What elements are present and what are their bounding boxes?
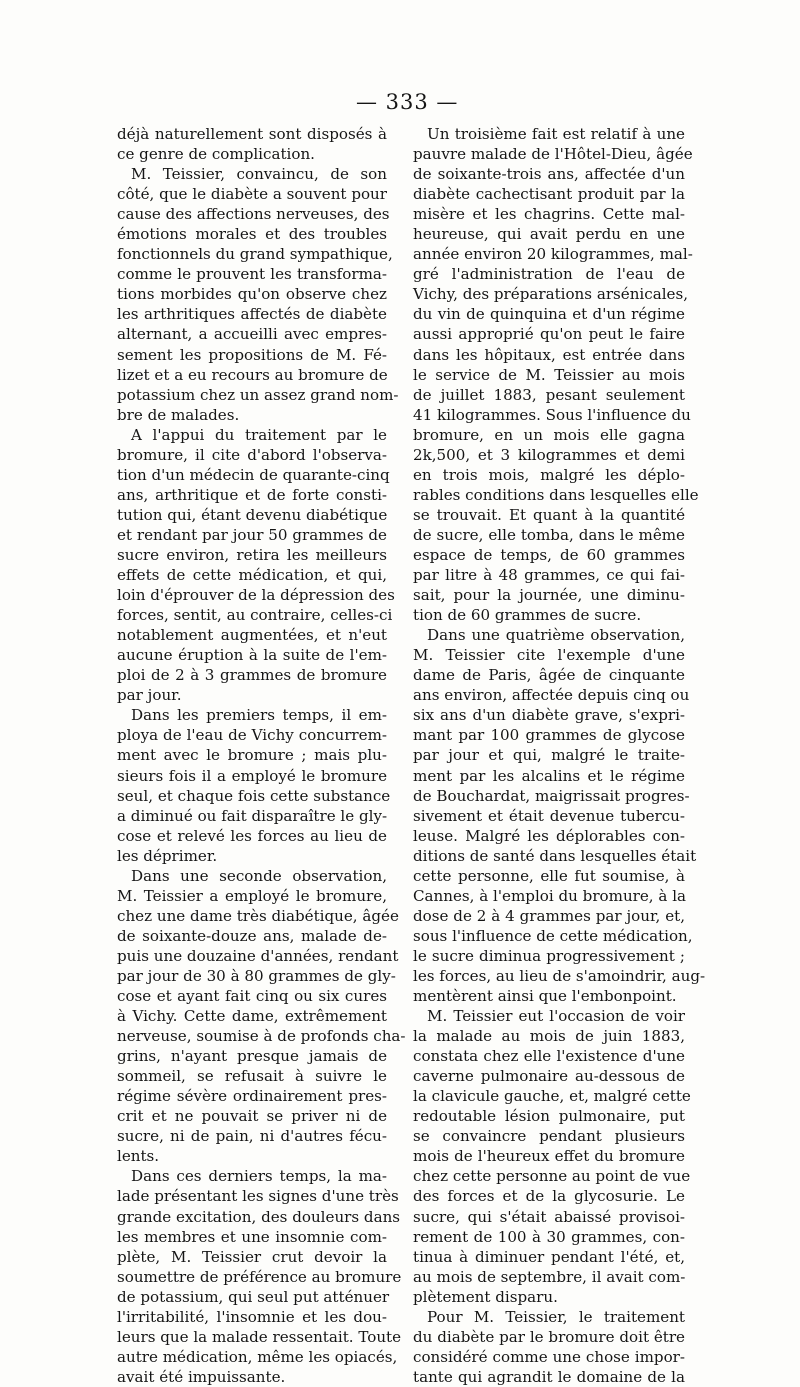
text-line: de soixante-trois ans, affectée d'un	[413, 165, 685, 184]
text-line: potassium chez un assez grand nom-	[117, 385, 399, 404]
text-line: mentèrent ainsi que l'embonpoint.	[413, 987, 677, 1006]
text-line: ce genre de complication.	[117, 145, 315, 164]
text-line: ditions de santé dans lesquelles était	[413, 846, 697, 865]
text-line: Dans une seconde observation,	[131, 866, 387, 885]
text-line: sous l'influence de cette médication,	[413, 926, 693, 945]
text-line: sucre, ni de pain, ni d'autres fécu-	[117, 1127, 387, 1146]
text-line: les membres et une insomnie com-	[117, 1227, 387, 1246]
text-line: loin d'éprouver de la dépression des	[117, 586, 395, 605]
text-line: crit et ne pouvait se priver ni de	[117, 1107, 387, 1126]
text-line: cose et relevé les forces au lieu de	[117, 826, 387, 845]
text-line: de juillet 1883, pesant seulement	[413, 385, 685, 404]
text-line: gré l'administration de l'eau de	[413, 265, 685, 284]
text-line: alternant, a accueilli avec empres-	[117, 325, 387, 344]
text-line: Dans ces derniers temps, la ma-	[131, 1167, 387, 1186]
text-line: mant par 100 grammes de glycose	[413, 726, 685, 745]
text-line: sement les propositions de M. Fé-	[117, 345, 387, 364]
text-line: par jour et qui, malgré le traite-	[413, 746, 685, 765]
text-line: ans environ, affectée depuis cinq ou	[413, 686, 690, 705]
text-line: seul, et chaque fois cette substance	[117, 786, 391, 805]
text-line: M. Teissier eut l'occasion de voir	[427, 1007, 685, 1026]
text-line: sommeil, se refusait à suivre le	[117, 1067, 387, 1086]
text-line: avait été impuissante.	[117, 1367, 286, 1386]
text-line: sivement et était devenue tubercu-	[413, 806, 685, 825]
text-line: des forces et de la glycosurie. Le	[413, 1187, 685, 1206]
text-line: cette personne, elle fut soumise, à	[413, 866, 685, 885]
text-line: heureuse, qui avait perdu en une	[413, 225, 685, 244]
text-line: tinua à diminuer pendant l'été, et,	[413, 1247, 685, 1266]
text-line: la clavicule gauche, et, malgré cette	[413, 1087, 691, 1106]
text-line: dans les hôpitaux, est entrée dans	[413, 345, 685, 364]
text-line: à Vichy. Cette dame, extrêmement	[117, 1007, 387, 1026]
text-line: régime sévère ordinairement pres-	[117, 1087, 387, 1106]
text-line: chez une dame très diabétique, âgée	[117, 906, 399, 925]
text-line: de potassium, qui seul put atténuer	[117, 1287, 390, 1306]
text-line: par jour.	[117, 686, 182, 705]
text-line: cause des affections nerveuses, des	[117, 205, 390, 224]
text-line: espace de temps, de 60 grammes	[413, 545, 685, 564]
text-line: du diabète par le bromure doit être	[413, 1327, 685, 1346]
text-line: aussi approprié qu'on peut le faire	[413, 325, 685, 344]
text-line: puis une douzaine d'années, rendant	[117, 946, 399, 965]
text-line: misère et les chagrins. Cette mal-	[413, 205, 685, 224]
text-line: redoutable lésion pulmonaire, put	[413, 1107, 685, 1126]
text-line: la malade au mois de juin 1883,	[413, 1027, 685, 1046]
text-line: A l'appui du traitement par le	[131, 425, 387, 444]
text-line: grande excitation, des douleurs dans	[117, 1207, 401, 1226]
text-line: Vichy, des préparations arsénicales,	[413, 285, 689, 304]
text-line: autre médication, même les opiacés,	[117, 1347, 398, 1366]
text-line: sucre environ, retira les meilleurs	[117, 545, 387, 564]
text-line: tion d'un médecin de quarante-cinq	[117, 465, 390, 484]
text-line: de sucre, elle tomba, dans le même	[413, 525, 685, 544]
text-line: 2k,500, et 3 kilogrammes et demi	[413, 445, 685, 464]
text-line: de soixante-douze ans, malade de-	[117, 926, 387, 945]
text-line: 41 kilogrammes. Sous l'influence du	[413, 405, 691, 424]
text-line: comme le prouvent les transforma-	[117, 265, 387, 284]
text-line: se convaincre pendant plusieurs	[413, 1127, 685, 1146]
text-line: caverne pulmonaire au-dessous de	[413, 1067, 685, 1086]
text-line: plètement disparu.	[413, 1287, 558, 1306]
text-line: le sucre diminua progressivement ;	[413, 946, 685, 965]
text-line: leuse. Malgré les déplorables con-	[413, 826, 685, 845]
text-line: ment par les alcalins et le régime	[413, 766, 685, 785]
text-line: tution qui, étant devenu diabétique	[117, 505, 388, 524]
text-line: M. Teissier cite l'exemple d'une	[413, 646, 685, 665]
text-line: ment avec le bromure ; mais plu-	[117, 746, 387, 765]
text-line: dose de 2 à 4 grammes par jour, et,	[413, 906, 685, 925]
text-line: en trois mois, malgré les déplo-	[413, 465, 685, 484]
text-line: mois de l'heureux effet du bromure	[413, 1147, 685, 1166]
text-line: a diminué ou fait disparaître le gly-	[117, 806, 388, 825]
text-line: l'irritabilité, l'insomnie et les dou-	[117, 1307, 387, 1326]
text-line: déjà naturellement sont disposés à	[117, 125, 387, 143]
text-line: ans, arthritique et de forte consti-	[117, 485, 387, 504]
text-line: du vin de quinquina et d'un régime	[413, 305, 685, 324]
text-line: Pour M. Teissier, le traitement	[427, 1307, 685, 1326]
text-line: sucre, qui s'était abaissé provisoi-	[413, 1207, 685, 1226]
text-line: aucune éruption à la suite de l'em-	[117, 646, 387, 665]
text-line: dame de Paris, âgée de cinquante	[413, 666, 685, 685]
text-line: Un troisième fait est relatif à une	[427, 125, 685, 143]
text-line: lade présentant les signes d'une très	[117, 1187, 399, 1206]
text-line: soumettre de préférence au bromure	[117, 1267, 402, 1286]
text-line: le service de M. Teissier au mois	[413, 365, 685, 384]
text-line: ploi de 2 à 3 grammes de bromure	[117, 666, 387, 685]
text-line: nerveuse, soumise à de profonds cha-	[117, 1027, 406, 1046]
text-line: M. Teissier a employé le bromure,	[117, 886, 387, 905]
text-line: Dans les premiers temps, il em-	[131, 706, 387, 725]
text-line: rement de 100 à 30 grammes, con-	[413, 1227, 685, 1246]
text-line: pauvre malade de l'Hôtel-Dieu, âgée	[413, 145, 693, 164]
text-line: année environ 20 kilogrammes, mal-	[413, 245, 693, 264]
text-line: tante qui agrandit le domaine de la	[413, 1367, 685, 1386]
text-line: les déprimer.	[117, 846, 218, 865]
text-line: bromure, il cite d'abord l'observa-	[117, 445, 387, 464]
text-line: six ans d'un diabète grave, s'expri-	[413, 706, 685, 725]
text-line: tions morbides qu'on observe chez	[117, 285, 387, 304]
text-line: ploya de l'eau de Vichy concurrem-	[117, 726, 387, 745]
text-line: par jour de 30 à 80 grammes de gly-	[117, 966, 396, 985]
text-line: Dans une quatrième observation,	[427, 626, 685, 645]
text-line: plète, M. Teissier crut devoir la	[117, 1247, 387, 1266]
text-line: et rendant par jour 50 grammes de	[117, 525, 387, 544]
text-line: rables conditions dans lesquelles elle	[413, 485, 699, 504]
text-line: considéré comme une chose impor-	[413, 1347, 685, 1366]
text-column-right	[413, 124, 706, 1387]
text-line: cose et ayant fait cinq ou six cures	[117, 987, 387, 1006]
text-line: leurs que la malade ressentait. Toute	[117, 1327, 402, 1346]
text-line: de Bouchardat, maigrissait progres-	[413, 786, 690, 805]
text-line: émotions morales et des troubles	[117, 225, 387, 244]
text-line: par litre à 48 grammes, ce qui fai-	[413, 566, 685, 585]
text-line: constata chez elle l'existence d'une	[413, 1047, 685, 1066]
text-line: sieurs fois il a employé le bromure	[117, 766, 387, 785]
text-line: Cannes, à l'emploi du bromure, à la	[413, 886, 687, 905]
text-line: forces, sentit, au contraire, celles-ci	[117, 606, 393, 625]
text-line: bromure, en un mois elle gagna	[413, 425, 685, 444]
text-line: côté, que le diabète a souvent pour	[117, 185, 387, 204]
text-line: lents.	[117, 1147, 160, 1166]
text-line: M. Teissier, convaincu, de son	[131, 165, 387, 184]
text-line: au mois de septembre, il avait com-	[413, 1267, 686, 1286]
text-line: tion de 60 grammes de sucre.	[413, 606, 642, 625]
text-line: les arthritiques affectés de diabète	[117, 305, 387, 324]
text-line: se trouvait. Et quant à la quantité	[413, 505, 685, 524]
text-line: notablement augmentées, et n'eut	[117, 626, 387, 645]
page-number: — 333 —	[356, 90, 459, 114]
text-line: grins, n'ayant presque jamais de	[117, 1047, 387, 1066]
text-line: lizet et a eu recours au bromure de	[117, 365, 388, 384]
text-line: diabète cachectisant produit par la	[413, 185, 685, 204]
text-line: sait, pour la journée, une diminu-	[413, 586, 685, 605]
text-line: les forces, au lieu de s'amoindrir, aug-	[413, 966, 706, 985]
text-line: chez cette personne au point de vue	[413, 1167, 691, 1186]
text-line: fonctionnels du grand sympathique,	[117, 245, 393, 264]
text-column-left	[117, 124, 406, 1387]
text-line: bre de malades.	[117, 405, 240, 424]
text-line: effets de cette médication, et qui,	[117, 566, 387, 585]
